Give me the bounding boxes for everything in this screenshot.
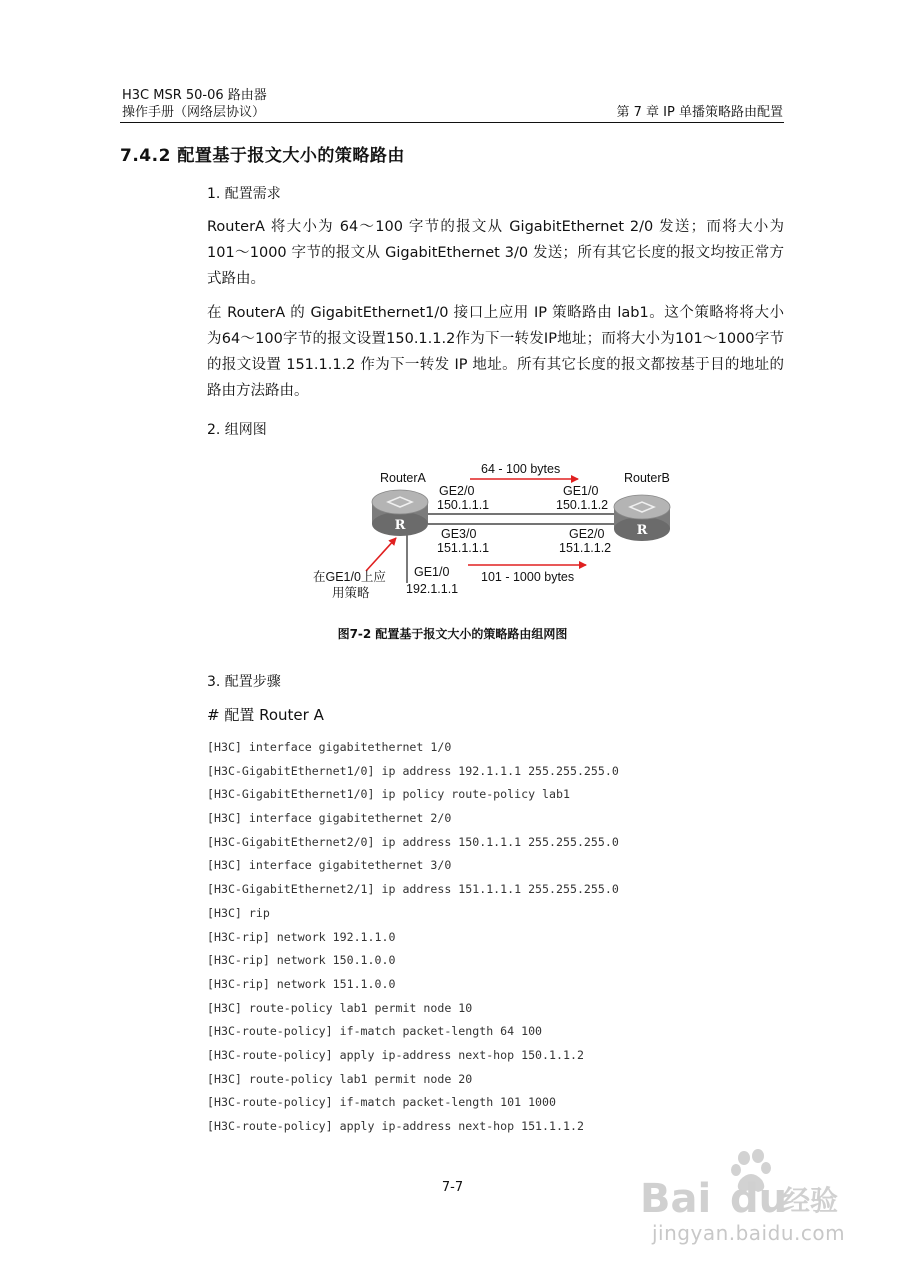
a-ge10-ip: 192.1.1.1 bbox=[406, 582, 459, 596]
code-line: [H3C] interface gigabitethernet 2/0 bbox=[207, 811, 452, 826]
network-diagram bbox=[300, 455, 670, 615]
figure-caption: 图7-2 配置基于报文大小的策略路由组网图 bbox=[337, 627, 568, 641]
code-line: [H3C-GigabitEthernet2/0] ip address 150.1.1.1 255.255.255.0 bbox=[207, 834, 619, 849]
router-a-glyph: R bbox=[394, 518, 406, 533]
header-chapter: 第 7 章 IP 单播策略路由配置 bbox=[616, 105, 783, 120]
section-title: 7.4.2 配置基于报文大小的策略路由 bbox=[120, 146, 405, 166]
router-b-icon bbox=[614, 495, 670, 541]
policy-note-line2: 用策略 bbox=[332, 586, 370, 600]
paragraph-requirements-2: 在 RouterA 的 GigabitEthernet1/0 接口上应用 IP 策略路由 lab1。这个策略将将大小为64～100字节的报文设置150.1.1.2作为下一转发IP地址；而将大小为101～1000字节的报文设置 151.1.1.2 作为下一转发 IP 地址。所有其它长度的报文都按基于目的地址的路由方法路由。 bbox=[207, 305, 784, 399]
code-line: [H3C-route-policy] if-match packet-length 64 100 bbox=[207, 1024, 543, 1039]
flow-bottom-label: 101 - 1000 bytes bbox=[481, 570, 575, 584]
a-ge30-ip: 151.1.1.1 bbox=[437, 541, 490, 555]
watermark-logo-cn: 经验 bbox=[782, 1184, 839, 1217]
flow-top-label: 64 - 100 bytes bbox=[481, 462, 561, 476]
header-product: H3C MSR 50-06 路由器 bbox=[122, 88, 267, 103]
header-manual: 操作手册（网络层协议） bbox=[122, 105, 266, 120]
router-a-icon bbox=[372, 490, 428, 536]
a-ge10-label: GE1/0 bbox=[414, 565, 450, 579]
paragraph-requirements-1: RouterA 将大小为 64～100 字节的报文从 GigabitEthernet 2/0 发送；而将大小为 101～1000 字节的报文从 GigabitEthernet 3/0 发送；所有其它长度的报文均按正常方式路由。 bbox=[207, 219, 784, 287]
router-b-glyph: R bbox=[636, 523, 648, 538]
code-line: [H3C] interface gigabitethernet 3/0 bbox=[207, 858, 452, 873]
code-line: [H3C] route-policy lab1 permit node 20 bbox=[207, 1071, 473, 1086]
a-ge30-label: GE3/0 bbox=[441, 527, 477, 541]
watermark-logo-text2: du bbox=[730, 1176, 788, 1222]
b-ge10-ip: 150.1.1.2 bbox=[556, 498, 609, 512]
code-line: [H3C-rip] network 150.1.0.0 bbox=[207, 953, 396, 968]
policy-note-line1: 在GE1/0上应 bbox=[313, 570, 386, 584]
code-line: [H3C-route-policy] if-match packet-length 101 1000 bbox=[207, 1095, 557, 1110]
b-ge10-label: GE1/0 bbox=[563, 484, 599, 498]
a-ge20-ip: 150.1.1.1 bbox=[437, 498, 490, 512]
code-line: [H3C-route-policy] apply ip-address next-hop 150.1.1.2 bbox=[207, 1047, 584, 1062]
router-a-name: RouterA bbox=[380, 471, 426, 485]
code-line: [H3C-rip] network 192.1.1.0 bbox=[207, 929, 396, 944]
code-line: [H3C-route-policy] apply ip-address next-hop 151.1.1.2 bbox=[207, 1119, 584, 1133]
code-line: [H3C-GigabitEthernet2/1] ip address 151.1.1.1 255.255.255.0 bbox=[207, 882, 619, 897]
subsection-requirements: 1. 配置需求 bbox=[207, 186, 281, 202]
header-divider bbox=[120, 122, 784, 123]
page-number: 7-7 bbox=[441, 1180, 464, 1195]
code-line: [H3C] interface gigabitethernet 1/0 bbox=[207, 740, 452, 754]
code-line: [H3C-rip] network 151.1.0.0 bbox=[207, 976, 396, 991]
code-line: [H3C] route-policy lab1 permit node 10 bbox=[207, 1000, 473, 1015]
config-code-block bbox=[207, 736, 619, 1139]
code-line: [H3C-GigabitEthernet1/0] ip policy route-policy lab1 bbox=[207, 787, 570, 802]
b-ge20-ip: 151.1.1.2 bbox=[559, 541, 612, 555]
subsection-steps: 3. 配置步骤 bbox=[207, 674, 281, 690]
a-ge20-label: GE2/0 bbox=[439, 484, 475, 498]
baidu-watermark-logo bbox=[632, 1150, 862, 1230]
router-b-name: RouterB bbox=[624, 471, 670, 485]
b-ge20-label: GE2/0 bbox=[569, 527, 605, 541]
subsection-network-diagram: 2. 组网图 bbox=[207, 422, 267, 438]
step-configure-router-a: # 配置 Router A bbox=[207, 706, 324, 724]
code-line: [H3C] rip bbox=[207, 905, 270, 920]
code-line: [H3C-GigabitEthernet1/0] ip address 192.1.1.1 255.255.255.0 bbox=[207, 763, 619, 778]
policy-arrow bbox=[366, 538, 396, 571]
watermark-logo-text: Bai bbox=[640, 1176, 712, 1222]
watermark-url: jingyan.baidu.com bbox=[652, 1221, 846, 1245]
